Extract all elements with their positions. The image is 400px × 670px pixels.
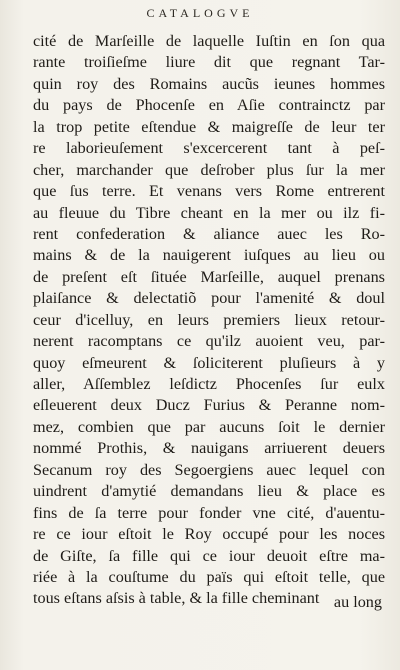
text-line: nerent racomptans ce qu'ilz auoient veu, par- [33, 332, 385, 351]
text-line: du pays de Phocenſe en Aſie contrainctz par [33, 96, 385, 115]
text-line: cher, marchander que deſrober plus ſur la mer [33, 160, 385, 179]
text-line: uindrent d'amytié demandans lieu & place es [33, 482, 385, 501]
text-line: plaiſance & delectatiõ pour l'amenité & doul [33, 289, 385, 308]
body-text [33, 31, 385, 610]
text-line: au fleuue du Tibre cheant en la mer ou ilz fi- [33, 203, 385, 222]
text-line: de preſent eſt ſituée Marſeille, auquel prenans [33, 267, 385, 286]
text-line: riée à la couſtume du païs qui eſtoit telle, que [33, 567, 385, 586]
text-line: mains & de la nauigerent iuſques au lieu ou [33, 246, 385, 265]
text-line: ceur d'icelluy, en leurs premiers lieux retour- [33, 310, 385, 329]
text-line: Secanum roy des Segoergiens auec lequel con [33, 460, 385, 479]
text-line: la trop petite eſtendue & maigreſſe de leur ter [33, 117, 385, 136]
text-line: que ſus terre. Et venans vers Rome entrerent [33, 182, 385, 201]
text-line: cité de Marſeille de laquelle Iuſtin en ſon qua [33, 32, 385, 50]
text-line: rante troiſieſme liure dit que regnant Tar- [33, 53, 385, 72]
text-line: re laborieuſement s'excercerent tant à peſ- [33, 139, 385, 158]
text-line: nommé Prothis, & nauigans arriuerent deuers [33, 439, 385, 458]
running-head: CATALOGVE [146, 6, 254, 20]
text-line: eſleuerent deux Ducz Furius & Peranne nom- [33, 396, 385, 415]
text-line: quin roy des Romains aucũs ieunes hommes [33, 74, 385, 93]
catchword: au long [333, 593, 382, 611]
text-line: de Giſte, ſa fille qui ce iour deuoit eſtre ma- [33, 546, 385, 565]
text-line: aller, Aſſemblez leſdictz Phocenſes ſur eulx [33, 375, 385, 393]
text-line: re ce iour eſtoit le Roy occupé pour les noces [33, 525, 385, 544]
text-line: fins de ſa terre pour fonder vne cité, d'auentu- [33, 503, 385, 522]
text-line: quoy eſmeurent & ſoliciterent pluſieurs à y [33, 353, 385, 372]
text-line: rent confederation & aliance auec les Ro- [33, 224, 385, 243]
text-line: mez, combien que par aucuns ſoit le dernier [33, 417, 385, 436]
text-line: tous eſtans aſsis à table, & la fille cheminant [33, 589, 320, 608]
